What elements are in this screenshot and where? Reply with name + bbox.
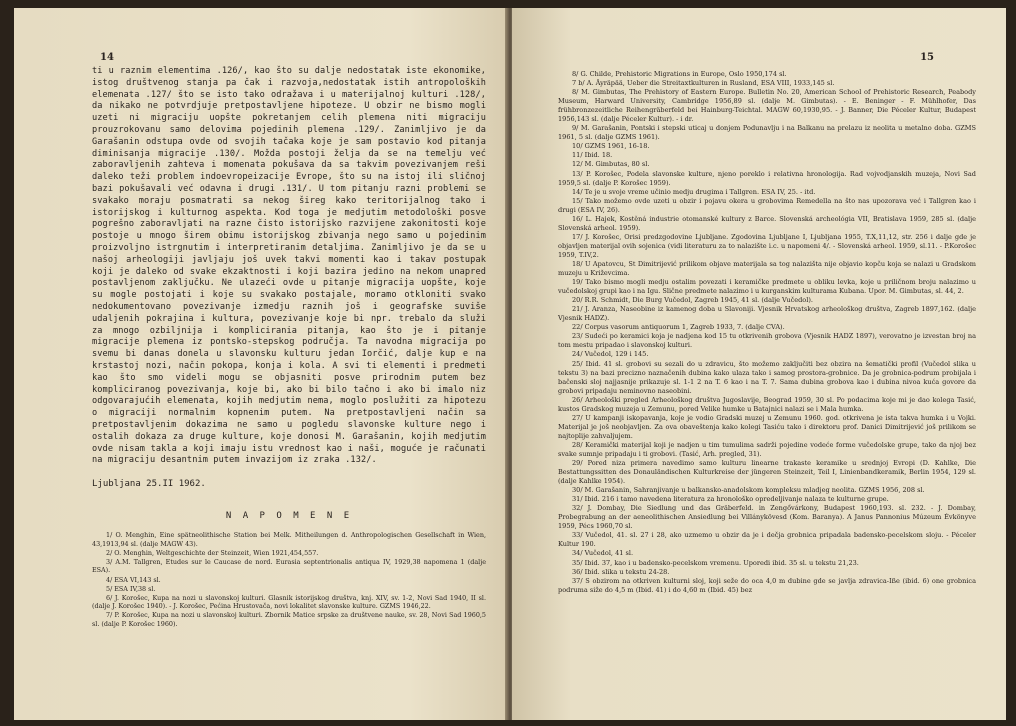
footnote: 29/ Pored niza primera navedimo samo kulturu linearne trakaste keramike u srednjoj Evropi (D. Kahlke, Die Bestattungssitten des Donauländischen Kulturkreise der jüngeren Steinzeit, Teil I, Linienbandkeramik, Berlin 1954, 129 sl. (dalje Kahlke 1954). — [558, 459, 976, 486]
main-text — [92, 66, 486, 467]
footnote: 32/ J. Dombay, Die Siedlung und das Gräberfeld. in Zengővárkony, Budapest 1960,193. sl. 232. - J. Dombay, Probegrabung an der aeneolithischen Ansiedlung bei Villánykövesd (Kom. Baranya). A Janus Pannonius Múzeum Évkönyve 1959, Pécs 1960,70 sl. — [558, 504, 976, 531]
footnote: 24/ Vučedol, 129 i 145. — [572, 350, 649, 359]
footnote: 33/ Vučedol, 41. sl. 27 i 28, ako uzmemo u obzir da je i dečja grobnica pripadala badensko-pecelskom sloju. - Péceler Kultur 190. — [558, 531, 976, 549]
footnote: 28/ Keramički materijal koji je nadjen u tim tumulima sadrži pojedine vodeće forme vučedolske grupe, tako da njoj bez svake sumnje pripadaju i ti grobovi. (Tasić, Arh. pregled, 31). — [558, 440, 976, 458]
footnote: 31/ Ibid. 216 i tamo navedena literatura za hronološko opredeljivanje nalaza te kulturne grupe. — [572, 495, 889, 504]
footnote: 25/ Ibid. 41 sl. grobovi su sezali do u zdravicu, što možemo zaključiti bez obzira na šematički profil (Vučedol slika u tekstu 3) na bazi precizno naznačenih dubina kako ulaza tako i samog prostora-grobnice. Da je grobnica-podrum probijala i bačenski sloj najjasnije prikazuje sl. 1-1 2 na T. 6 kao i na T. 7. Sama dubina grobova kao i dubina nivoa kuća govore da grobovi pripadaju neminovno naseobini. — [558, 359, 976, 395]
footnote: 30/ M. Garašanin, Sahranjivanje u balkansko-anadolskom kompleksu mladjeg neolita. GZMS 1956, 208 sl. — [572, 486, 925, 495]
footnote: 18/ U Apatovcu, St Dimitrijević prilikom objave materijala sa tog nalazišta nije objavio kopču koja se nalazi u Gradskom muzeju u Križevcima. — [558, 259, 976, 278]
footnote: 23/ Sudeći po keramici koja je nadjena kod 15 tu otkrivenih grobova (Vjesnik HADZ 1897), verovatno je izvestan broj na tom mestu pripadao i slavonskoj kulturi. — [558, 332, 976, 350]
footnote: 5/ ESA IV,38 sl. — [106, 584, 156, 593]
footnote: 20/ R.R. Schmidt, Die Burg Vučedol, Zagreb 1945, 41 sl. (dalje Vučedol). — [572, 296, 813, 305]
page-number-right: 15 — [920, 52, 934, 63]
footnote: 37/ S obzirom na otkriven kulturni sloj, koji seže do oca 4,0 m dubine gde se javlja zdravica-Iße (ibid. 6) one grobnica podruma siže do 4,5 m (Ibid. 41) i do 4,60 m (Ibid. 45) bez — [558, 576, 976, 594]
left-page — [14, 8, 508, 720]
footnote: 36/ Ibid. slika u tekstu 24-28. — [572, 567, 670, 576]
footnote: 7 b/ A. Äyräpää, Ueber die Streitaxtkulturen in Rusland, ESA VIII, 1933,145 sl. — [572, 79, 835, 88]
footnote: 4/ ESA VI,143 sl. — [106, 575, 161, 584]
footnote: 7/ P. Korošec, Kupa na nozi u slavonskoj kulturi. Zbornik Matice srpske za društvene nauke, sv. 28, Novi Sad 1960,5 sl. (dalje P. Korošec 1960). — [92, 611, 486, 629]
footnote: 8/ G. Childe, Prehistoric Migrations in Europe, Oslo 1950,174 sl. — [572, 70, 787, 78]
footnote: 8/ M. Gimbutas, The Prehistory of Eastern Europe. Bulletin No. 20, American School of Prehistoric Research, Peabody Museum, Harward University, Cambridge 1956,89 sl. (dalje M. Gimbutas). - E. Beninger - F. Mühlhofer, Das frühbronzezeitliche Reihengräberfeld bei Hainburg-Teichtal. MAGW 60,1930,95. - J. Banner, Die Péceler Kultur, Budapest 1956,143 sl. (dalje Péceler Kultur). - i dr. — [558, 88, 976, 124]
footnote: 16/ L. Hajek, Kostěná industrie otomanské kultury z Barce. Slovenská archeológia VII, Bratislava 1959, 285 sl. (dalje Slovenská arheol. 1959). — [558, 214, 976, 232]
footnote: 12/ M. Gimbutas, 80 sl. — [572, 160, 650, 169]
footnote: 1/ O. Menghin, Eine spätneolithische Station bei Melk. Mitheilungen d. Anthropologischen Gesellschaft in Wien, 43,1913,94 sl. (dalje MAGW 43). — [92, 531, 486, 548]
footnote: 35/ Ibid. 37, kao i u badensko-pecelskom vremenu. Uporedi ibid. 35 sl. u tekstu 21,23. — [572, 558, 859, 567]
footnote: 9/ M. Garašanin, Pontski i stepski uticaj u donjem Podunavlju i na Balkanu na prelazu iz neolita u metalno doba. GZMS 1961, 5 sl. (dalje GZMS 1961). — [558, 124, 976, 142]
footnote: 13/ P. Korošec, Podela slavonske kulture, njeno poreklo i relativna hronologija. Rad vojvodjanskih muzeja, Novi Sad 1959,5 sl. (dalje P. Korošec 1959). — [558, 169, 976, 187]
footnote: 34/ Vučedol, 41 sl. — [572, 549, 634, 558]
footnote: 3/ A.M. Tallgren, Etudes sur le Caucase de nord. Eurasia septentrionalis antiqua IV, 1929,38 napomena 1 (dalje ESA). — [92, 557, 486, 575]
footnote: 6/ J. Korošec, Kupa na nozi u slavonskoj kulturi. Glasnik istorijskog društva, knj. XIV, sv. 1-2, Novi Sad 1940, II sl. (dalje J. Korošec 1940). - J. Korošec, Pećina Hrustovača, novi lokalitet slavonske kulture. GZMS 1946,22. — [92, 593, 486, 611]
footnote: 21/ J. Aranza, Naseobine iz kamenog doba u Slavoniji. Vjesnik Hrvatskog arheološkog društva, Zagreb 1897,162. (dalje Vjesnik HADZ). — [558, 305, 976, 323]
footnote: 22/ Corpus vasorum antiquorum 1, Zagreb 1933, 7. (dalje CVA). — [572, 323, 785, 332]
right-notes — [558, 70, 976, 595]
left-notes — [92, 531, 486, 629]
notes-heading: N A P O M E N E — [225, 511, 353, 522]
footnote: 10/ GZMS 1961, 16-18. — [572, 142, 650, 151]
body-paragraph: ti u raznim elementima .126/, kao što su dalje nedostatak iste ekonomike, istog društvenog stanja pa čak i razvoja,nedostatak istih antropoloških elemenata .127/ što se isto tako odražava i u materijalnoj kulturi .128/, da nikako ne potvrdjuje pretpostavljene hipoteze. U obzir ne bismo mogli uzeti ni migraciju uopšte pokretanjem celih plemena niti migraciju prouzrokovanu samo delovima pojedinih plemena .129/. Zanimljivo je da Garašanin odstupa ovde od svojih tačaka koje je sam postavio kod pitanja diminisanja migracije .130/. Možda postoji želja da se na temelju već zaboravljenih zahteva i momenata pokušava da sa takvim povezivanjem reši daleko teži problem indoevropeizacije Evrope, što su na istoj ili sličnoj bazi pokušavali već odavna i drugi .131/. U tom pitanju razni problemi se svakako moraju posmatrati sa nekog šireg kako teritorijalnog tako i istorijskog i kulturnog aspekta. Kod toga je medjutim metodološki posve pogrešno zaboravljati na razne čisto istorijsko razvijene zakonitosti koje postoje u mnogo širem obimu istorijskog zbivanja nego samo u pojedinim proizvoljno istrgnutim i interpretiranim detaljima. Zanimljivo je da se u našoj arheologiji javljaju još uvek takvi momenti kao i takav postupak koji je daleko od svake ekzaktnosti i koji bazira jedino na nekom unapred postavljenom zaključku. Ne ulazeći ovde u pitanje migracija uopšte, koje su mogle postojati i koje su svakako postajale, moramo otkloniti svako nedokumentovano povezivanje izmedju raznih još i geografske suviše udaljenih pokrajina i kultura, povezivanje koje bi npr. trebalo da služi za mnogo ozbiljnija i komplicirania pitanja, kao što je i pitanje migracije plemena iz pontsko-stepskog područja. Ta navodna migracija po svemu bi danas donela u slavonsku kulturu jedan Iorčić, dalje kup e na krstastoj nozi, način pokopa, konja i kola. A svi ti elementi i predmeti kao što smo videli mogu se objasniti posve prirodnim putem bez kompliciranog povezivanja, koje bi, ako bi bilo tačno i ako bi imalo niz odgovarajućih elemenata, kojih medjutim nema, moglo poslužiti za hipotezu o migraciji normalnim kopnenim putem. Na pretpostavljeni način sa pretpostavljenim dokazima ne samo u pogledu slavonske kulture nego i ostalih dokaza za druge kulture, koje donosi M. Garašanin, kojih medjutim ovde nisam takla a koji imaju istu vrednost kao i naši, moguće je računati na migraciju desantnim putem invazijom iz zraka .132/. — [92, 66, 486, 466]
footnote: 11/ Ibid. 18. — [572, 151, 613, 160]
footnote: 15/ Tako možemo ovde uzeti u obzir i pojavu okera u grobovima Remedella na što nas upozorava već i Tallgren kao i drugi (ESA IV, 26). — [558, 196, 976, 214]
page-number-left: 14 — [100, 52, 114, 63]
footnote: 14/ Te je u svoje vreme učinio medju drugima i Tallgren. ESA IV, 25. - itd. — [572, 187, 816, 196]
footnote: 2/ O. Menghin, Weltgeschichte der Steinzeit, Wien 1921,454,557. — [106, 548, 319, 557]
footnote: 19/ Tako bismo mogli medju ostalim povezati i keramičke predmete u obliku levka, koje u priličnom broju nalazimo u vučedolskoj grupi kao i na Igu. Slične predmete nalazimo i u kurganskim kulturama Kubana. Upor. M. Gimbutas, sl. 44, 2. — [558, 278, 976, 296]
right-page — [512, 8, 1006, 720]
footnote: 27/ U kampanji iskopavanja, koje je vodio Gradski muzej u Zemunu 1960. god. otkrivena je ista takva humka i u Vojki. Materijal je još neobjavljen. Za ova obaveštenja kako kolegi Tasiću tako i direktoru prof. Danici Dimitrijević još prilikom se najtoplije zahvaljujem. — [558, 413, 976, 440]
signature-line: Ljubljana 25.II 1962. — [92, 479, 206, 490]
footnote: 17/ J. Korošec, Orisi predzgodovine Ljubljane. Zgodovina Ljubljane I, Ljubljana 1955, T.X,11,12, str. 256 i dalje gde je objavljen materijal ovih sojenica (vidi literaturu za to nalazište i.c. u napomeni 4/. - Slovenská arheol. 1959, sl.11. - P.Korošec 1959, T.IV,2. — [558, 232, 976, 259]
footnote: 26/ Arheološki pregled Arheološkog društva Jugoslavije, Beograd 1959, 30 sl. Po podacima koje mi je dao kolega Tasić, kustos Gradskog muzeja u Zemunu, pored Velike humke u Batajnici nalazi se i Mala humka. — [558, 395, 976, 413]
